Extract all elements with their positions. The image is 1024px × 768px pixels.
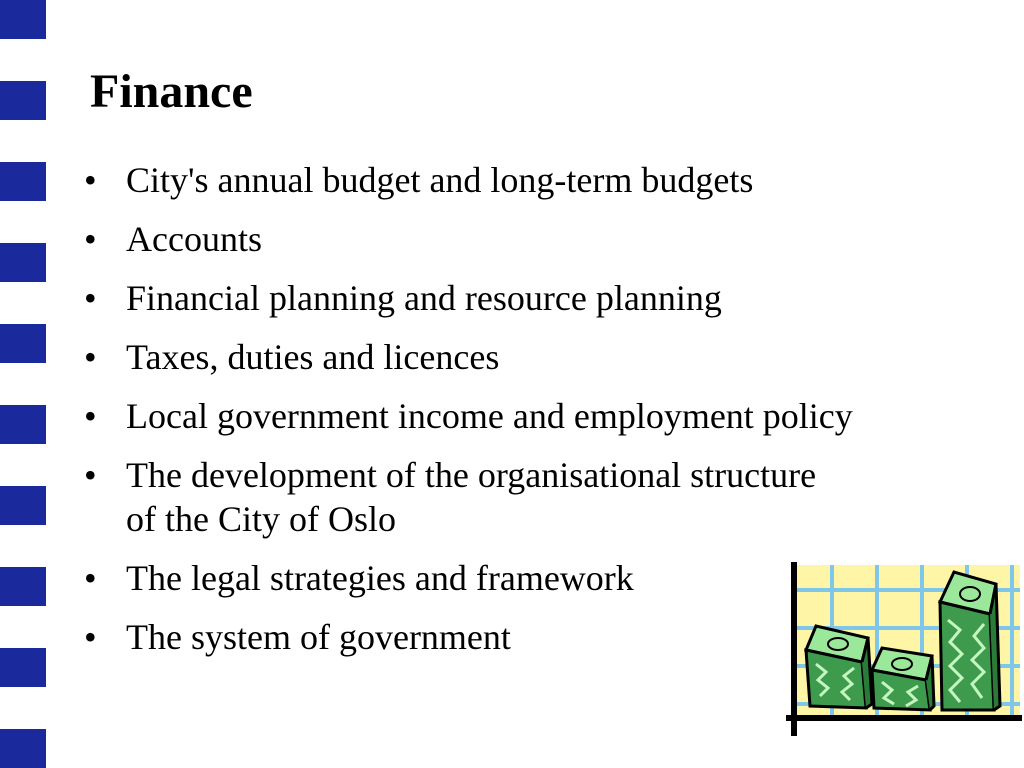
- stripe-block: [0, 486, 46, 525]
- bullet-dot: •: [84, 219, 97, 259]
- bullet-text: The development of the organisational structure of the City of Oslo: [126, 455, 817, 539]
- bullet-item: [84, 453, 846, 541]
- bullet-item: [84, 394, 946, 438]
- bullet-text: Taxes, duties and licences: [126, 337, 500, 377]
- stripe-block: [0, 729, 46, 768]
- bullet-dot: •: [84, 617, 97, 657]
- bullet-text: The system of government: [126, 617, 511, 657]
- stripe-block: [0, 405, 46, 444]
- stripe-block: [0, 648, 46, 687]
- left-stripe-decoration: [0, 0, 48, 768]
- stripe-block: [0, 243, 46, 282]
- bullet-item: [84, 217, 934, 261]
- money-stack-large: [940, 572, 1000, 710]
- bullet-dot: •: [84, 455, 97, 495]
- bullet-dot: •: [84, 337, 97, 377]
- bullet-dot: •: [84, 558, 97, 598]
- bullet-dot: •: [84, 396, 97, 436]
- bullet-text: City's annual budget and long-term budgets: [126, 160, 754, 200]
- stripe-block: [0, 81, 46, 120]
- bullet-item: [84, 158, 934, 202]
- money-bar-chart-icon: [782, 560, 1022, 740]
- bullet-text: Local government income and employment policy: [126, 396, 853, 436]
- bullet-text: The legal strategies and framework: [126, 558, 634, 598]
- bullet-dot: •: [84, 278, 97, 318]
- stripe-block: [0, 162, 46, 201]
- bullet-dot: •: [84, 160, 97, 200]
- slide-title: Finance: [90, 65, 253, 118]
- stripe-block: [0, 0, 46, 39]
- stripe-block: [0, 324, 46, 363]
- bullet-item: [84, 335, 934, 379]
- bullet-text: Financial planning and resource planning: [126, 278, 722, 318]
- bullet-text: Accounts: [126, 219, 262, 259]
- bullet-item: [84, 276, 934, 320]
- money-stack-medium: [872, 648, 934, 710]
- stripe-block: [0, 567, 46, 606]
- money-stack-small: [806, 626, 872, 708]
